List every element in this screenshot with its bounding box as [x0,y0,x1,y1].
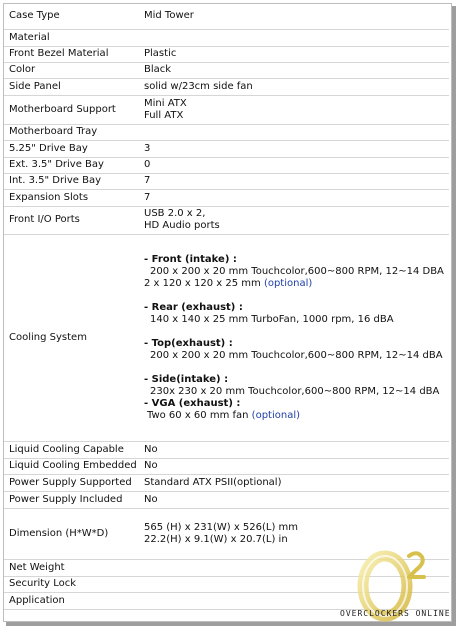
cooling-side-title: - Side(intake) : [144,373,229,385]
table-row [4,140,449,157]
row-value: No [137,458,449,474]
cooling-front-line: 2 x 120 x 120 x 25 mm [144,277,264,289]
row-label: Liquid Cooling Capable [4,441,137,458]
table-row [4,458,449,474]
row-label: Ext. 3.5" Drive Bay [4,157,137,173]
row-label: Expansion Slots [4,189,137,206]
row-value: Black [137,62,449,78]
row-label: Side Panel [4,78,137,95]
row-label: Motherboard Support [4,95,137,124]
table-row [4,62,449,78]
row-label: Power Supply Included [4,491,137,508]
row-label: 5.25" Drive Bay [4,140,137,157]
cooling-top-line: 200 x 200 x 20 mm Touchcolor,600~800 RPM, 12~14 dBA [150,349,443,361]
row-label: Net Weight [4,559,137,576]
row-value: Mid Tower [137,4,449,29]
cooling-vga-title: - VGA (exhaust) : [144,397,241,409]
row-label: Dimension (H*W*D) [4,508,137,559]
row-value: 7 [137,173,449,189]
row-label: Front I/O Ports [4,206,137,234]
row-value: 0 [137,157,449,173]
row-label: Power Supply Supported [4,474,137,491]
value-line: 565 (H) x 231(W) x 526(L) mm [144,521,299,533]
cooling-top-title: - Top(exhaust) : [144,337,233,349]
value-line: USB 2.0 x 2, [144,208,206,219]
table-row [4,124,449,140]
table-row [4,474,449,491]
value-line: Mini ATX [144,97,187,109]
value-line: Full ATX [144,109,184,121]
row-value: No [137,441,449,458]
row-value [137,95,449,124]
row-label: Front Bezel Material [4,46,137,62]
row-value [137,206,449,234]
row-label: Security Lock [4,576,137,592]
table-row [4,173,449,189]
table-row [4,157,449,173]
value-line: HD Audio ports [144,220,220,231]
row-label: Application [4,592,137,609]
cooling-rear-title: - Rear (exhaust) : [144,301,243,313]
cooling-front-title: - Front (intake) : [144,253,237,265]
value-line: 22.2(H) x 9.1(W) x 20.7(L) in [144,533,288,545]
row-value: Standard ATX PSII(optional) [137,474,449,491]
cooling-rear-line: 140 x 140 x 25 mm TurboFan, 1000 rpm, 16 dBA [150,313,394,325]
table-row [4,491,449,508]
row-value: No [137,491,449,508]
cooling-details [137,234,449,441]
table-row [4,234,449,441]
table-row [4,189,449,206]
cooling-vga-line: Two 60 x 60 mm fan [147,409,252,421]
row-label: Case Type [4,4,137,29]
row-label: Liquid Cooling Embedded [4,458,137,474]
row-value [137,124,449,140]
row-value [137,29,449,46]
cooling-side-line: 230x 230 x 20 mm Touchcolor,600~800 RPM, 12~14 dBA [150,385,440,397]
table-row [4,95,449,124]
optional-note: (optional) [263,277,313,289]
row-label: Cooling System [4,234,137,441]
row-value: 7 [137,189,449,206]
row-value: solid w/23cm side fan [137,78,449,95]
row-label: Material [4,29,137,46]
cooling-front-line: 200 x 200 x 20 mm Touchcolor,600~800 RPM, 12~14 DBA [150,265,444,277]
table-row [4,4,449,29]
row-label: Int. 3.5" Drive Bay [4,173,137,189]
row-label: Color [4,62,137,78]
table-row [4,441,449,458]
row-label: Motherboard Tray [4,124,137,140]
table-row [4,78,449,95]
table-row [4,29,449,46]
row-value: 3 [137,140,449,157]
watermark-text: OVERCLOCKERS ONLINE [340,609,451,618]
row-value: Plastic [137,46,449,62]
spec-table [4,4,449,610]
table-row [4,46,449,62]
table-row [4,206,449,234]
optional-note: (optional) [251,409,301,421]
